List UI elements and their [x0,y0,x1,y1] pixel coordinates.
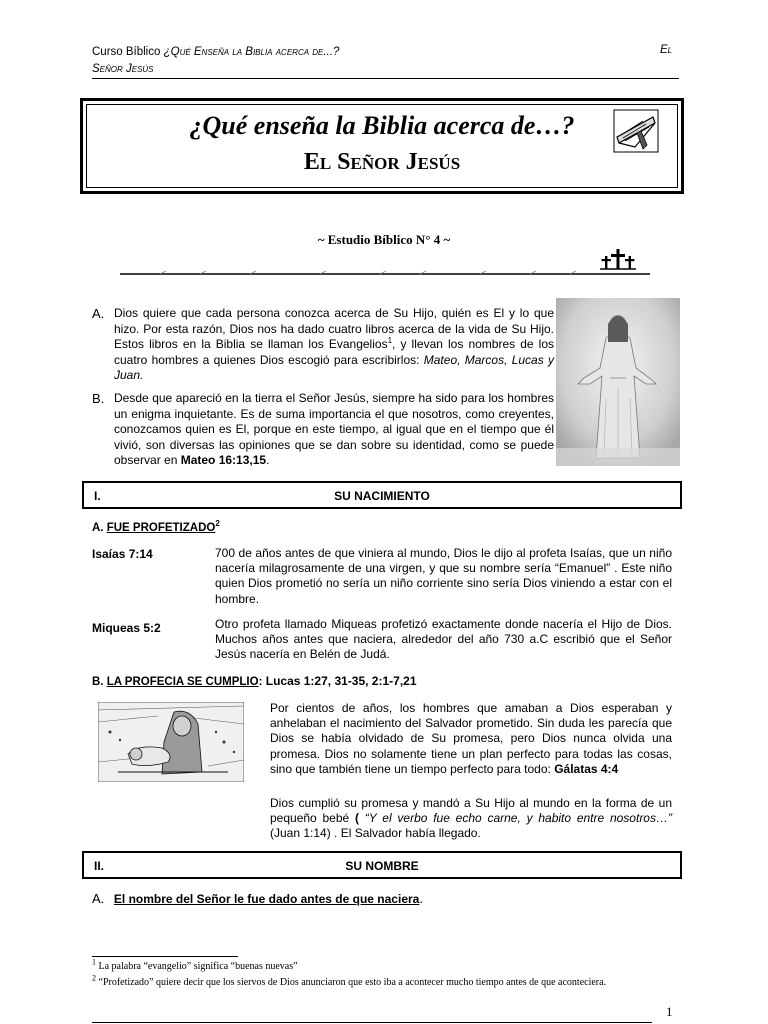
header-line2: Señor Jesús [92,63,154,75]
page-subtitle: El Señor Jesús [303,149,461,175]
footnote-ref: 1 [387,336,393,346]
subheading-a: A. FUE PROFETIZADO$^2$ [92,519,220,534]
list-letter: B. [92,391,105,406]
nativity-image [98,702,244,782]
section-title: SU NOMBRE [345,859,419,873]
intro-paragraph-b: B. Desde que apareció en la tierra el Señor Jesús, siempre ha sido para los hombres un enigma inquietante. Es de suma importancia el que nosotros, como creyentes, conozcamos quien es El, porque en este tiempo, al igual que en el tiempo que él vivió, son diversas las opiniones que se dan sobre su identidad, como se puede observar en Mateo 16:13,15. [92,391,554,468]
list-letter: A. [92,306,105,321]
footnote-ref: 2 [215,519,220,529]
study-number: ~ Estudio Bíblico N° 4 ~ [317,232,451,247]
promise-paragraph: Dios cumplió su promesa y mandó a Su Hijo al mundo en la forma de un pequeño bebé ( “Y el verbo fue echo carne, y habito entre nosotros…” (Juan 1:14) . El Salvador había llegado. [270,796,672,841]
isaias-text: 700 de años antes de que viniera al mundo, Dios le dijo al profeta Isaías, que un niño nacería milagrosamente de una virgen, y que su nombre sería “Emanuel” . Este niño quien Dios prometió no sería un niño corriente sino sería Dios viniendo a estar con el hombre. [215,546,672,606]
scripture-ref: Miqueas 5:2 [92,621,161,635]
page-title: ¿Qué enseña la Biblia acerca de…? [189,111,575,140]
fulfillment-paragraph: Por cientos de años, los hombres que amaban a Dios esperaban y anhelaban el nacimiento del Salvador prometido. Sin duda les parecía que Dios se había olvidado de Su promesa, pero Dios nunca olvida una promesa. Dios no solamente tiene un plan perfecto para todas las cosas, sino que también tiene un tiempo perfecto para todo: Gálatas 4:4 [270,701,672,776]
scripture-ref: Isaías 7:14 [92,547,153,561]
title-box [80,98,684,194]
scripture-ref: Gálatas 4:4 [554,761,619,776]
course-title: ¿Qué Enseña la Biblia acerca de...? [163,46,340,58]
intro-paragraph-a: A. Dios quiere que cada persona conozca acerca de Su Hijo, quién es El y lo que hizo. Por esta razón, Dios nos ha dado cuatro libros acerca de la vida de Su Hijo. Estos libros en la Biblia se llaman los Evangelios$^1$, y llevan los nombres de los cuatro hombres a quienes Dios escogió para escribirlos: Mateo, Marcos, Lucas y Juan. [92,306,555,383]
section-header [82,481,682,509]
header-right: El [660,44,673,56]
running-header [92,44,612,78]
open-bible-icon [613,109,659,153]
section-title: SU NACIMIENTO [334,489,430,503]
section-number: II. [94,859,105,873]
subheading-b: B. LA PROFECIA SE CUMPLIO: Lucas 1:27, 31-35, 2:1-7,21 [92,674,417,688]
decorative-rule [120,268,650,276]
section2-subheading: A. El nombre del Señor le fue dado antes de que naciera. [92,891,423,906]
bible-quote: “Y el verbo fue echo carne, y habito entre nosotros…” [364,811,672,826]
scripture-ref: Mateo 16:13,15 [180,453,267,468]
three-crosses-icon [600,248,636,272]
section-number: I. [94,489,101,503]
header-rule [92,78,679,79]
footnote-2: $^2$ “Profetizado” quiere decir que los siervos de Dios anunciaron que esto iba a acontecer mucho tiempo antes de que aconteciera. [92,973,607,988]
jesus-image [556,298,680,466]
bottom-rule [92,1022,652,1023]
miqueas-text: Otro profeta llamado Miqueas profetizó exactamente donde nacería el Hijo de Dios. Muchos años antes que naciera, alrededor del año 730 a.C escribió que el Señor Jesús nacería en Belén de Judá. [215,617,672,662]
gospel-names: Mateo, Marcos, Lucas y Juan. [114,352,554,383]
footnote-1: $^1$ La palabra “evangelio” significa “buenas nuevas” [92,957,298,972]
footnote-rule [92,956,238,957]
section-header [82,851,682,879]
course-label: Curso Bíblico [92,46,161,58]
page-number: 1 [666,1004,673,1019]
